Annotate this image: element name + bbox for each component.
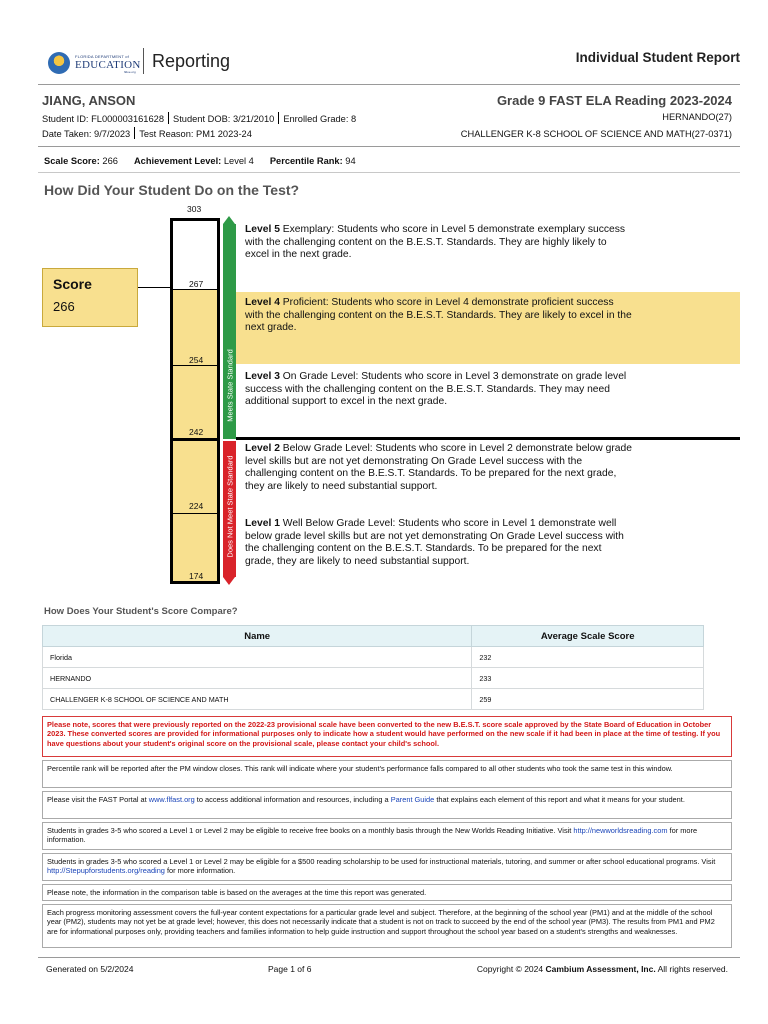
row-score: 232	[472, 647, 704, 668]
parent-guide-link[interactable]: Parent Guide	[390, 795, 435, 804]
row-name: HERNANDO	[43, 668, 472, 689]
meets-standard-label: Meets State Standard	[225, 349, 235, 422]
report-header	[46, 44, 740, 80]
cut-label-174: 174	[189, 571, 204, 581]
level4-description: Level 4 Proficient: Students who score in Level 4 demonstrate proficient success with the challenging content on the B.E.S.T. Standards. They are likely to excel in the next grade.	[245, 297, 632, 334]
percentile-rank-value: 94	[345, 156, 356, 166]
test-title: Grade 9 FAST ELA Reading 2023-2024	[496, 93, 732, 108]
cut-tick-254	[173, 365, 217, 366]
portal-note: Please visit the FAST Portal at www.flfast.org to access additional information and resources, including a Parent Guide that explains each element of this report and what it means for your student.	[42, 791, 732, 819]
table-row	[43, 647, 704, 668]
chart-title: How Did Your Student Do on the Test?	[44, 182, 300, 198]
student-dob: Student DOB: 3/21/2010	[173, 114, 275, 124]
date-taken: Date Taken: 9/7/2023	[42, 129, 131, 139]
student-name: JIANG, ANSON	[42, 93, 136, 108]
score-box	[42, 268, 138, 327]
brand-title: Reporting	[152, 51, 231, 71]
scholarship-note: Students in grades 3-5 who scored a Level 1 or Level 2 may be eligible for a $500 reading scholarship to be used for instructional materials, tutoring, and summer or after school educational programs. Visit http://Stepupforstudents.org/reading for more information.	[42, 853, 732, 881]
levels-cut-line	[236, 437, 740, 440]
copyright: Copyright © 2024 Cambium Assessment, Inc. All rights reserved.	[476, 964, 728, 974]
table-row	[43, 689, 704, 710]
summary-rule	[38, 172, 740, 173]
not-meets-arrow-icon	[223, 577, 235, 585]
header-average: Average Scale Score	[472, 626, 704, 647]
row-name: Florida	[43, 647, 472, 668]
cut-label-224: 224	[189, 501, 204, 511]
logo-big-text: EDUCATION	[75, 59, 141, 71]
header-rule	[38, 84, 740, 85]
row-score: 233	[472, 668, 704, 689]
table-row	[43, 668, 704, 689]
page-number: Page 1 of 6	[268, 964, 312, 974]
student-id-line	[42, 112, 356, 124]
logo-small-text: FLORIDA DEPARTMENT of	[75, 54, 129, 59]
scale-score-label: Scale Score:	[44, 156, 100, 166]
standard-cut-line	[170, 438, 220, 441]
achievement-level-value: Level 4	[223, 156, 254, 166]
not-meets-standard-label: Does Not Meet State Standard	[225, 455, 235, 558]
comparison-table-note: Please note, the information in the comparison table is based on the averages at the time this report was generated.	[42, 884, 732, 901]
score-box-value: 266	[53, 299, 75, 314]
row-score: 259	[472, 689, 704, 710]
cut-label-top: 303	[187, 204, 202, 214]
cut-tick-267	[173, 289, 217, 290]
level2-description: Level 2 Below Grade Level: Students who score in Level 2 demonstrate below grade level skills but are not yet demonstrating On Grade Level success with the challenging content on the B.E.S.T. Standards. To be prepared for the next grade, they are likely to need substantial support.	[245, 443, 632, 492]
enrolled-grade: Enrolled Grade: 8	[283, 114, 357, 124]
level5-description: Level 5 Exemplary: Students who score in Level 5 demonstrate exemplary success with the challenging content on the B.E.S.T. Standards. They are highly likely to excel in the next grade.	[245, 224, 626, 261]
student-rule	[38, 146, 740, 147]
district: HERNANDO(27)	[662, 112, 732, 122]
provisional-scale-note: Please note, scores that were previously reported on the 2022-23 provisional scale have been converted to the new B.E.S.T. score scale approved by the State Board of Education in October 2023. These converted scores are provided for informational purposes only to indicate how a student would have performed on the new scale if it had been in place at the time of testing. If you have questions about your student's original score on the provisional scale, please contact your child's school.	[42, 716, 732, 757]
comparison-table	[42, 625, 704, 710]
progress-monitoring-note: Each progress monitoring assessment covers the full-year content expectations for a particular grade level and subject. Therefore, at the beginning of the school year (PM1) and at the middle of the school year (PM2), students may not yet be at grade level; however, this does not necessarily indicate that a student is not on track to succeed by the end of the school year (PM3). The results from PM1 and PM2 are for informational purposes only, providing teachers and families information to help guide instruction and support throughout the school year based on a student's strengths and weaknesses.	[42, 904, 732, 948]
scale-score-value: 266	[102, 156, 118, 166]
score-pointer-line	[138, 287, 170, 288]
step-up-link[interactable]: http://Stepupforstudents.org/reading	[47, 866, 165, 876]
meets-arrow-icon	[223, 216, 235, 224]
footer-rule	[38, 957, 740, 958]
fldoe-logo	[46, 48, 144, 78]
percentile-note: Percentile rank will be reported after the PM window closes. This rank will indicate where your student's performance falls compared to all other students who took the same test in this window.	[42, 760, 732, 788]
percentile-rank-label: Percentile Rank:	[269, 156, 343, 166]
level1-description: Level 1 Well Below Grade Level: Students who score in Level 1 demonstrate well below grade level skills but are not yet demonstrating On Grade Level success with the challenging content on the B.E.S.T. Standards. To be prepared for the next grade, they are likely to need substantial support.	[245, 518, 624, 567]
books-note: Students in grades 3-5 who scored a Level 1 or Level 2 may be eligible to receive free books on a monthly basis through the New Worlds Reading Initiative. Visit http://newworldsreading.com for more information.	[42, 822, 732, 850]
table-header-row	[43, 626, 704, 647]
cut-label-242: 242	[189, 427, 204, 437]
row-name: CHALLENGER K-8 SCHOOL OF SCIENCE AND MATH	[43, 689, 472, 710]
school: CHALLENGER K-8 SCHOOL OF SCIENCE AND MATH(27-0371)	[460, 129, 732, 139]
comparison-title: How Does Your Student's Score Compare?	[44, 606, 238, 617]
score-box-title: Score	[53, 276, 92, 292]
generated-date: Generated on 5/2/2024	[46, 964, 134, 974]
score-scale-column	[170, 218, 220, 584]
cut-label-267: 267	[189, 279, 204, 289]
state-seal-icon	[48, 52, 70, 74]
cut-tick-224	[173, 513, 217, 514]
fast-portal-link[interactable]: www.flfast.org	[148, 795, 195, 804]
logo-tiny-text: fldoe.org	[124, 70, 136, 74]
header-divider	[143, 48, 144, 74]
achievement-level-label: Achievement Level:	[133, 156, 222, 166]
level3-description: Level 3 On Grade Level: Students who score in Level 3 demonstrate on grade level success with the challenging content on the B.E.S.T. Standards. They may need additional support to excel in the next grade.	[245, 371, 627, 408]
test-date-line	[42, 127, 252, 139]
student-id: Student ID: FL000003161628	[42, 114, 164, 124]
report-type: Individual Student Report	[575, 50, 740, 65]
cut-label-254: 254	[189, 355, 204, 365]
score-summary	[44, 156, 356, 166]
header-name: Name	[43, 626, 472, 647]
new-worlds-link[interactable]: http://newworldsreading.com	[573, 826, 668, 835]
test-reason: Test Reason: PM1 2023-24	[139, 129, 252, 139]
